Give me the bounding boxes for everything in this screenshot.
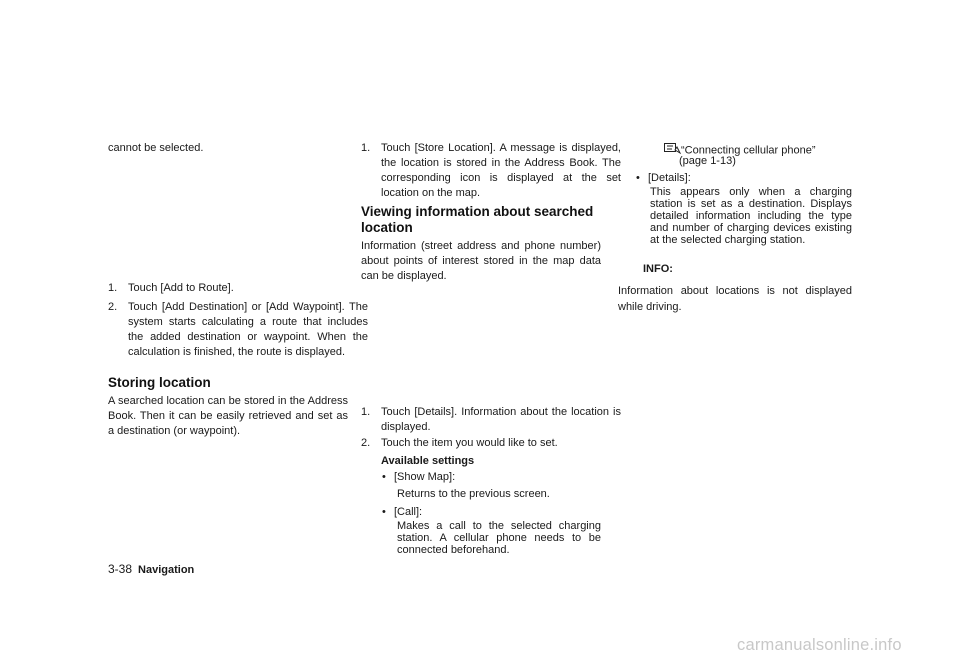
step-1: [108, 281, 348, 296]
step-text: Touch [Add Destination] or [Add Waypoint]. The system starts calculating a route that includes the added destination or waypoint. When the calculation is finished, the route is displayed.: [128, 301, 368, 358]
step-text: Touch [Add to Route].: [128, 282, 234, 294]
step-number: 2.: [108, 301, 118, 313]
section-name: Navigation: [138, 564, 195, 576]
bullet-icon: •: [382, 471, 386, 483]
step-number: 1.: [361, 406, 371, 418]
bullet-icon: •: [636, 172, 640, 184]
info-text: Information about locations is not displayed while driving.: [618, 285, 852, 313]
page-footer: [108, 562, 194, 578]
step-text: Touch [Details]. Information about the location is displayed.: [381, 406, 621, 433]
details-desc: This appears only when a charging station is set as a destination. Displays detailed information including the type and number of charging devices existing at the selected charging station.: [650, 186, 852, 246]
call-desc: Makes a call to the selected charging station. A cellular phone needs to be connected beforehand.: [397, 520, 601, 556]
bullet-show-map: [382, 470, 455, 485]
available-settings-heading: Available settings: [381, 455, 475, 467]
bullet-details: [636, 171, 691, 186]
continued-text: cannot be selected.: [108, 142, 204, 154]
setting-label: [Details]:: [648, 172, 691, 184]
reference-title: “Connecting cellular phone”: [681, 144, 816, 157]
storing-location-body: A searched location can be stored in the Address Book. Then it can be easily retrieved and set as a destination (or waypoint).: [108, 395, 348, 437]
bullet-call: [382, 505, 422, 520]
section-heading-viewing-info: Viewing information about searched location: [361, 204, 594, 235]
store-step-1: [361, 141, 621, 201]
info-label: INFO:: [643, 263, 673, 275]
show-map-desc: Returns to the previous screen.: [397, 488, 550, 500]
step-number: 2.: [361, 437, 371, 449]
bullet-icon: •: [382, 506, 386, 518]
step-text: Touch [Store Location]. A message is displayed, the location is stored in the Address Book. The corresponding icon is displayed at the set location on the map.: [381, 142, 621, 199]
details-step-1: [361, 405, 621, 435]
step-text: Touch the item you would like to set.: [381, 437, 558, 449]
step-number: 1.: [361, 142, 371, 154]
step-number: 1.: [108, 282, 118, 294]
setting-label: [Call]:: [394, 506, 423, 518]
setting-label: [Show Map]:: [394, 471, 456, 483]
section-heading-storing-location: Storing location: [108, 375, 211, 390]
viewing-info-body: Information (street address and phone number) about points of interest stored in the map data can be displayed.: [361, 240, 601, 282]
step-2: [108, 300, 368, 360]
watermark: carmanualsonline.info: [737, 636, 902, 654]
reference-page: (page 1-13): [679, 155, 736, 167]
page-number: 3-38: [108, 562, 133, 576]
details-step-2: [361, 436, 601, 451]
